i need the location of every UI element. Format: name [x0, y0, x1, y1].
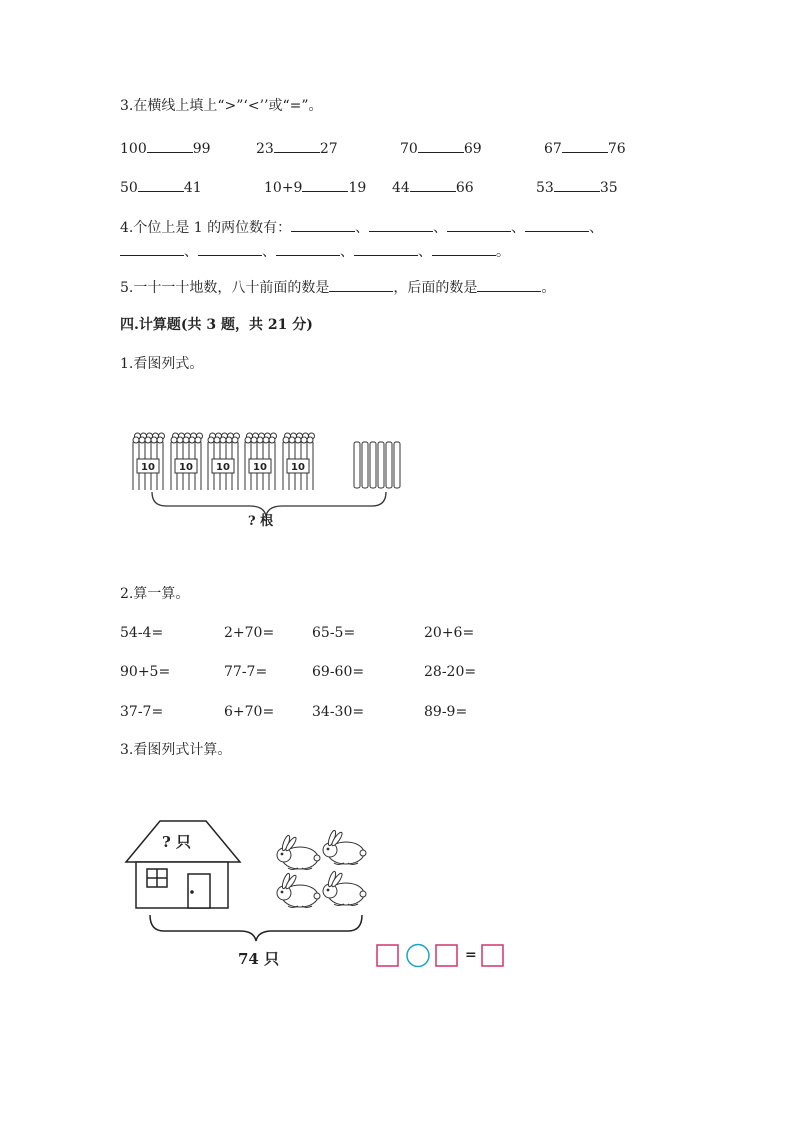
equation: 90+5=	[120, 664, 171, 680]
equation: 28-20=	[424, 664, 477, 680]
rabbit-icon	[277, 873, 320, 908]
equation: 54-4=	[120, 625, 164, 641]
compare-item: 53 35	[536, 180, 618, 196]
answer-box[interactable]	[377, 945, 398, 966]
equation: 65-5=	[312, 625, 356, 641]
equation: 37-7=	[120, 704, 164, 720]
equation: 69-60=	[312, 664, 365, 680]
compare-item: 10+9 19	[264, 180, 367, 196]
brace-label: ? 根	[248, 514, 274, 529]
section-heading: 四.计算题(共 3 题，共 21 分)	[120, 317, 313, 333]
operator-circle[interactable]	[407, 945, 429, 967]
compare-item: 50 41	[120, 180, 202, 196]
calc3-heading: 3.看图列式计算。	[120, 742, 232, 758]
brace-label: 74 只	[238, 950, 280, 968]
bundle-label: 10	[291, 462, 305, 473]
bundle-label: 10	[141, 462, 155, 473]
answer-boxes	[377, 945, 503, 967]
calc2-heading: 2.算一算。	[120, 586, 190, 602]
compare-item: 67 76	[544, 141, 626, 157]
equation: 2+70=	[224, 625, 275, 641]
q4-line2: 、 、 、 、 。	[120, 242, 510, 260]
rabbits	[277, 830, 366, 908]
equals-sign: =	[465, 947, 477, 963]
equation: 20+6=	[424, 625, 475, 641]
bundle-label: 10	[253, 462, 267, 473]
q3-heading: 3.在横线上填上“>”‘<’’或“=”。	[120, 98, 323, 114]
compare-item: 100 99	[120, 141, 211, 157]
rabbit-icon	[277, 835, 320, 870]
q4-line1: 4.个位上是 1 的两位数有： 、 、 、 、	[120, 220, 604, 236]
house-label: ? 只	[162, 833, 192, 851]
equation: 89-9=	[424, 704, 468, 720]
rabbit-icon	[323, 830, 366, 865]
equation: 6+70=	[224, 704, 275, 720]
rabbit-icon	[323, 871, 366, 906]
bundle-label: 10	[216, 462, 230, 473]
bundle-label: 10	[179, 462, 193, 473]
equation: 77-7=	[224, 664, 268, 680]
compare-item: 23 27	[256, 141, 338, 157]
brace	[150, 915, 362, 941]
compare-item: 44 66	[392, 180, 474, 196]
compare-item: 70 69	[400, 141, 482, 157]
q5-line: 5.一十一十地数，八十前面的数是 ，后面的数是 。	[120, 280, 556, 296]
answer-box[interactable]	[436, 945, 457, 966]
answer-box[interactable]	[482, 945, 503, 966]
calc1-heading: 1.看图列式。	[120, 356, 204, 372]
equation: 34-30=	[312, 704, 365, 720]
